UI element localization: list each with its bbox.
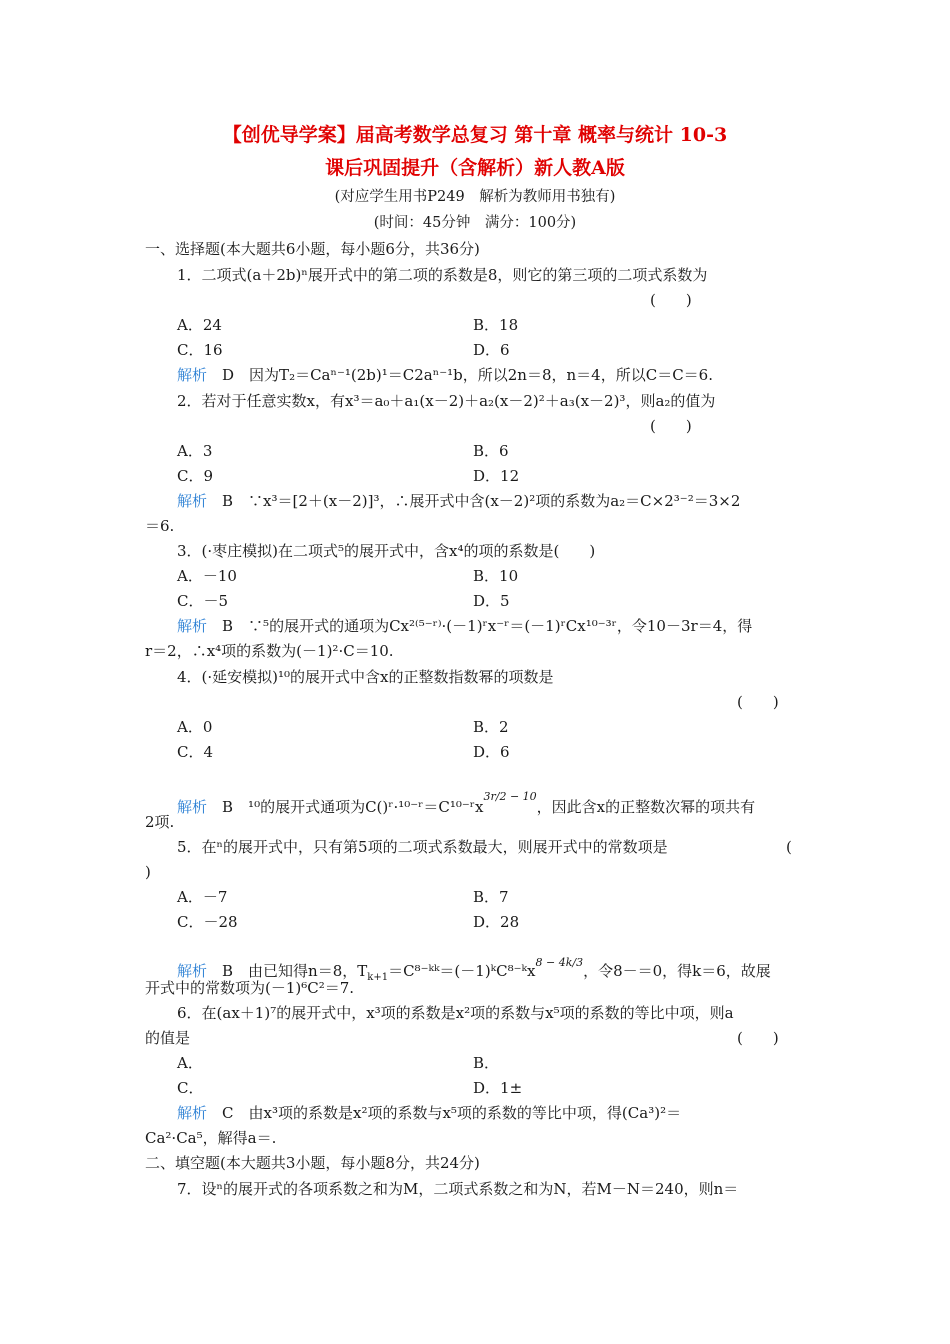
q5-solution-text-c: ，令8－＝0，得k＝6，故展 [583,962,771,980]
q4-option-b: B．2 [473,718,509,736]
q4-solution [177,786,755,818]
q2-solution [177,490,740,512]
q2-solution-cont: ＝6. [145,517,175,535]
q4-solution-cont: 2项. [145,813,175,831]
q6-answer-paren: ( ) [737,1029,779,1047]
q3-option-c: C．－5 [177,592,229,610]
q3-option-a: A．－10 [177,567,237,585]
q5-option-b: B．7 [473,888,509,906]
q7-stem: 7．设ⁿ的展开式的各项系数之和为M，二项式系数之和为N，若M－N＝240，则n＝ [177,1180,739,1198]
q4-solution-text-b: ，因此含x的正整数次幂的项共有 [536,798,756,816]
q5-solution-text-b: ＝C⁸⁻ᵏᵏ＝(－1)ᵏC⁸⁻ᵏx [388,962,536,980]
q5-option-d: D．28 [473,913,520,931]
q4-stem: 4．(·延安模拟)¹⁰的展开式中含x的正整数指数幂的项数是 [177,668,554,686]
section-heading-choice: 一、选择题(本大题共6小题，每小题6分，共36分) [145,240,480,258]
q3-option-d: D．5 [473,592,510,610]
q4-option-a: A．0 [177,718,213,736]
q1-option-b: B．18 [473,316,519,334]
q1-solution [177,364,713,386]
q4-exponent: 3r/2 − 10 [483,790,537,803]
time-note: (时间：45分钟 满分：100分) [373,215,577,231]
q6-option-b: B． [473,1054,500,1072]
q4-option-c: C．4 [177,743,214,761]
q2-solution-text: B ∵x³＝[2＋(x－2)]³，∴展开式中含(x－2)²项的系数为a₂＝C×2³⁻²＝3×2 [222,492,741,510]
q4-option-d: D．6 [473,743,510,761]
source-note: (对应学生用书P249 解析为教师用书独有) [334,189,616,205]
q1-option-c: C．16 [177,341,223,359]
q5-exponent: 8 − 4k/3 [535,956,584,969]
q5-solution-cont: 开式中的常数项为(－1)⁶C²＝7. [145,979,355,997]
q5-solution-text-a: B 由已知得n＝8，T [222,962,368,980]
q5-stem: 5．在ⁿ的展开式中，只有第5项的二项式系数最大，则展开式中的常数项是 [177,838,668,856]
q1-option-a: A．24 [177,316,222,334]
q2-answer-paren: ( ) [650,417,692,435]
q6-option-c: C． [177,1079,204,1097]
q3-stem: 3．(·枣庄模拟)在二项式⁵的展开式中，含x⁴的项的系数是( ) [177,542,596,560]
q2-option-c: C．9 [177,467,214,485]
doc-title-line2: 课后巩固提升（含解析）新人教A版 [325,157,625,179]
q6-option-d: D．1± [473,1079,523,1097]
q6-stem-cont: 的值是 [145,1029,191,1047]
solution-label: 解析 [177,492,208,510]
q6-stem: 6．在(ax＋1)⁷的展开式中，x³项的系数是x²项的系数与x⁵项的系数的等比中项，则a [177,1004,734,1022]
solution-label: 解析 [177,1104,208,1122]
q1-stem: 1．二项式(a＋2b)ⁿ展开式中的第二项的系数是8，则它的第三项的二项式系数为 [177,266,708,284]
solution-label: 解析 [177,798,208,816]
q3-solution-cont: r＝2，∴x⁴项的系数为(－1)²·C＝10. [145,642,394,660]
solution-label: 解析 [177,962,208,980]
q2-option-a: A．3 [177,442,213,460]
solution-label: 解析 [177,617,208,635]
q5-answer-paren-open: ( [786,838,792,856]
solution-label: 解析 [177,366,208,384]
q1-answer-paren: ( ) [650,291,692,309]
q3-option-b: B．10 [473,567,519,585]
q2-stem: 2．若对于任意实数x，有x³＝a₀＋a₁(x－2)＋a₂(x－2)²＋a₃(x－2)³，则a₂的值为 [177,392,716,410]
q5-answer-paren-close: ) [145,863,151,881]
q6-solution-cont: Ca²·Ca⁵，解得a＝. [145,1129,277,1147]
q6-solution-text: C 由x³项的系数是x²项的系数与x⁵项的系数的等比中项，得(Ca³)²＝ [222,1104,682,1122]
q3-solution [177,615,752,637]
q1-option-d: D．6 [473,341,510,359]
q4-solution-text-a: B ¹⁰的展开式通项为C()ʳ·¹⁰⁻ʳ＝C¹⁰⁻ʳx [222,798,484,816]
section-heading-fill: 二、填空题(本大题共3小题，每小题8分，共24分) [145,1154,480,1172]
q2-option-b: B．6 [473,442,509,460]
q6-solution [177,1102,681,1124]
q5-option-c: C．－28 [177,913,238,931]
q5-subscript: k+1 [367,972,389,983]
doc-title-line1: 【创优导学案】届高考数学总复习 第十章 概率与统计 10-3 [222,124,728,146]
q1-solution-text: D 因为T₂＝Caⁿ⁻¹(2b)¹＝C2aⁿ⁻¹b，所以2n＝8，n＝4，所以C＝C＝6. [222,366,713,384]
q5-option-a: A．－7 [177,888,228,906]
q2-option-d: D．12 [473,467,520,485]
q4-answer-paren: ( ) [737,693,779,711]
q3-solution-text: B ∵⁵的展开式的通项为Cx²⁽⁵⁻ʳ⁾·(－1)ʳx⁻ʳ＝(－1)ʳCx¹⁰⁻³ʳ，令10－3r＝4，得 [222,617,753,635]
q6-option-a: A． [177,1054,203,1072]
